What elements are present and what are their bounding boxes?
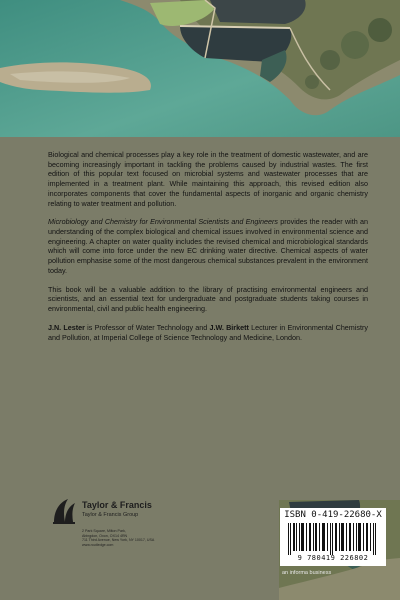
publisher-block <box>50 496 180 556</box>
isbn-number: ISBN 0-419-22680-X <box>284 510 382 520</box>
publisher-address-line: Abingdon, Oxon, OX14 4RN <box>82 533 128 538</box>
author-2-name: J.W. Birkett <box>209 322 249 332</box>
author-2-role: Lecturer in Environmental Chemistry and Pollution, at Imperial College of Science Technology and Medicine, London. <box>48 322 368 342</box>
taylor-francis-logo-icon <box>50 496 78 526</box>
blurb-paragraph-2 <box>48 217 368 275</box>
aerial-photo-icon <box>0 0 400 137</box>
informa-business-tagline: an informa business <box>282 570 332 576</box>
publisher-address-line: 2 Park Square, Milton Park, <box>82 529 126 533</box>
isbn-barcode-box <box>280 508 386 566</box>
back-cover-blurb <box>48 150 368 342</box>
author-1-name: J.N. Lester <box>48 322 85 332</box>
publisher-group: Taylor & Francis Group <box>82 512 139 518</box>
publisher-name: Taylor & Francis <box>82 500 152 510</box>
blurb-paragraph-2-text: provides the reader with an understanding of the complex biological and chemical issues involved in environmental science and engineering. A chapter on water quality includes the revised chemical and microbiological standards which will come into force under the new EC drinking water directive. Chemical aspects of water pollution emphasise some of the most dangerous chemical substances prevalent in the environment today. <box>48 217 368 275</box>
author-1-role: is Professor of Water Technology and <box>84 322 210 332</box>
book-title: Microbiology and Chemistry for Environmental Scientists and Engineers <box>48 217 278 227</box>
barcode-icon <box>286 523 380 555</box>
barcode-digits: 9 780419 226802 <box>297 554 369 562</box>
blurb-paragraph-3: This book will be a valuable addition to the library of practising environmental engineers and scientists, and an essential text for undergraduate and postgraduate students taking courses in environmental, civil and public health engineering. <box>48 284 368 314</box>
blurb-paragraph-1: Biological and chemical processes play a key role in the treatment of domestic wastewater, and are becoming increasingly important in tackling the problems caused by industrial wastes. The first edition of this popular text focused on microbial systems and wastewater processes that are implemented in a treatment plant. While maintaining this approach, this revised edition also incorporates components that cover the fundamental aspects of inorganic and organic chemistry relating to water treatment and pollution. <box>48 150 368 208</box>
publisher-address <box>82 529 182 548</box>
cover-aerial-photo <box>0 0 400 137</box>
author-bio <box>48 323 368 342</box>
publisher-website: www.routledge.com <box>82 543 114 548</box>
publisher-address-line: 711 Third Avenue, New York, NY 10017, USA <box>82 538 155 543</box>
